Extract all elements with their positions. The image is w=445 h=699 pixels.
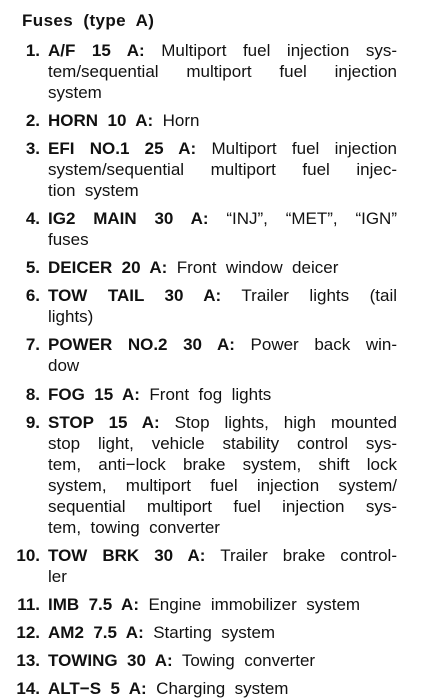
fuse-description: Charging system (156, 679, 289, 698)
description-line (48, 355, 397, 376)
fuse-description: Multiport fuel injection (211, 139, 397, 158)
fuse-label: TOWING 30 A: (48, 651, 173, 670)
fuse-description: system (48, 83, 102, 102)
description-line (48, 412, 397, 433)
fuse-description: Engine immobilizer system (148, 595, 361, 614)
description-line (48, 384, 397, 405)
description-line (48, 566, 397, 587)
fuse-label: HORN 10 A: (48, 111, 154, 130)
fuse-description: Trailer lights (tail (241, 286, 397, 305)
fuse-description: Front fog lights (149, 385, 272, 404)
fuse-description: lights) (48, 307, 94, 326)
fuse-description: fuses (48, 230, 89, 249)
description-line (48, 622, 397, 643)
description-line (48, 82, 397, 103)
description-line (48, 257, 397, 278)
description-line (48, 61, 397, 82)
fuse-description: ler (48, 567, 67, 586)
description-line (48, 180, 397, 201)
fuse-description: sequential multiport fuel injection sys- (48, 497, 397, 516)
description-line (48, 594, 397, 615)
description-line (48, 454, 397, 475)
fuse-description: Stop lights, high mounted (174, 413, 397, 432)
item-number: 9. (25, 413, 40, 432)
description-line (48, 545, 397, 566)
description-line (48, 678, 397, 699)
fuse-description: dow (48, 356, 80, 375)
fuse-description: system/sequential multiport fuel injec- (48, 160, 397, 179)
description-line (48, 40, 397, 61)
description-line (48, 285, 397, 306)
description-line (48, 208, 397, 229)
item-number: 13. (16, 651, 40, 670)
fuse-description: Towing converter (181, 651, 316, 670)
fuse-label: IG2 MAIN 30 A: (48, 209, 209, 228)
item-number: 6. (25, 286, 40, 305)
description-line (48, 650, 397, 671)
description-line (48, 496, 397, 517)
fuse-label: DEICER 20 A: (48, 258, 168, 277)
fuse-description: system, multiport fuel injection system/ (48, 476, 397, 495)
item-number: 10. (16, 546, 40, 565)
item-number: 14. (16, 679, 40, 698)
description-line (48, 517, 397, 538)
fuse-description: stop light, vehicle stability control sys- (48, 434, 397, 453)
item-number: 8. (25, 385, 40, 404)
fuse-description: tion system (48, 181, 139, 200)
fuse-description: Starting system (153, 623, 276, 642)
description-line (48, 159, 397, 180)
fuse-description: “INJ”, “MET”, “IGN” (226, 209, 397, 228)
description-line (48, 433, 397, 454)
description-line (48, 334, 397, 355)
item-number: 3. (25, 139, 40, 158)
fuse-description: tem, anti−lock brake system, shift lock (48, 455, 397, 474)
fuse-label: TOW TAIL 30 A: (48, 286, 222, 305)
item-number: 11. (17, 595, 40, 614)
description-line (48, 110, 397, 131)
item-number: 5. (25, 258, 40, 277)
fuse-description: tem/sequential multiport fuel injection (48, 62, 397, 81)
fuse-description: Power back win- (250, 335, 397, 354)
fuse-description: Front window deicer (176, 258, 339, 277)
fuse-description: Trailer brake control- (220, 546, 397, 565)
item-number: 12. (16, 623, 40, 642)
description-line (48, 138, 397, 159)
fuse-label: IMB 7.5 A: (48, 595, 139, 614)
fuse-description: Horn (162, 111, 200, 130)
fuse-description: Multiport fuel injection sys- (161, 41, 397, 60)
fuse-description: tem, towing converter (48, 518, 220, 537)
item-number: 7. (25, 335, 40, 354)
description-line (48, 475, 397, 496)
fuse-label: AM2 7.5 A: (48, 623, 144, 642)
fuse-label: FOG 15 A: (48, 385, 140, 404)
fuse-label: POWER NO.2 30 A: (48, 335, 235, 354)
fuse-label: ALT−S 5 A: (48, 679, 147, 698)
item-number: 1. (25, 41, 40, 60)
description-line (48, 229, 397, 250)
item-number: 2. (25, 111, 40, 130)
fuse-label: A/F 15 A: (48, 41, 145, 60)
fuse-label: STOP 15 A: (48, 413, 160, 432)
description-line (48, 306, 397, 327)
item-number: 4. (25, 209, 40, 228)
fuse-label: EFI NO.1 25 A: (48, 139, 197, 158)
fuse-label: TOW BRK 30 A: (48, 546, 206, 565)
section-heading: Fuses (type A) (22, 11, 155, 30)
